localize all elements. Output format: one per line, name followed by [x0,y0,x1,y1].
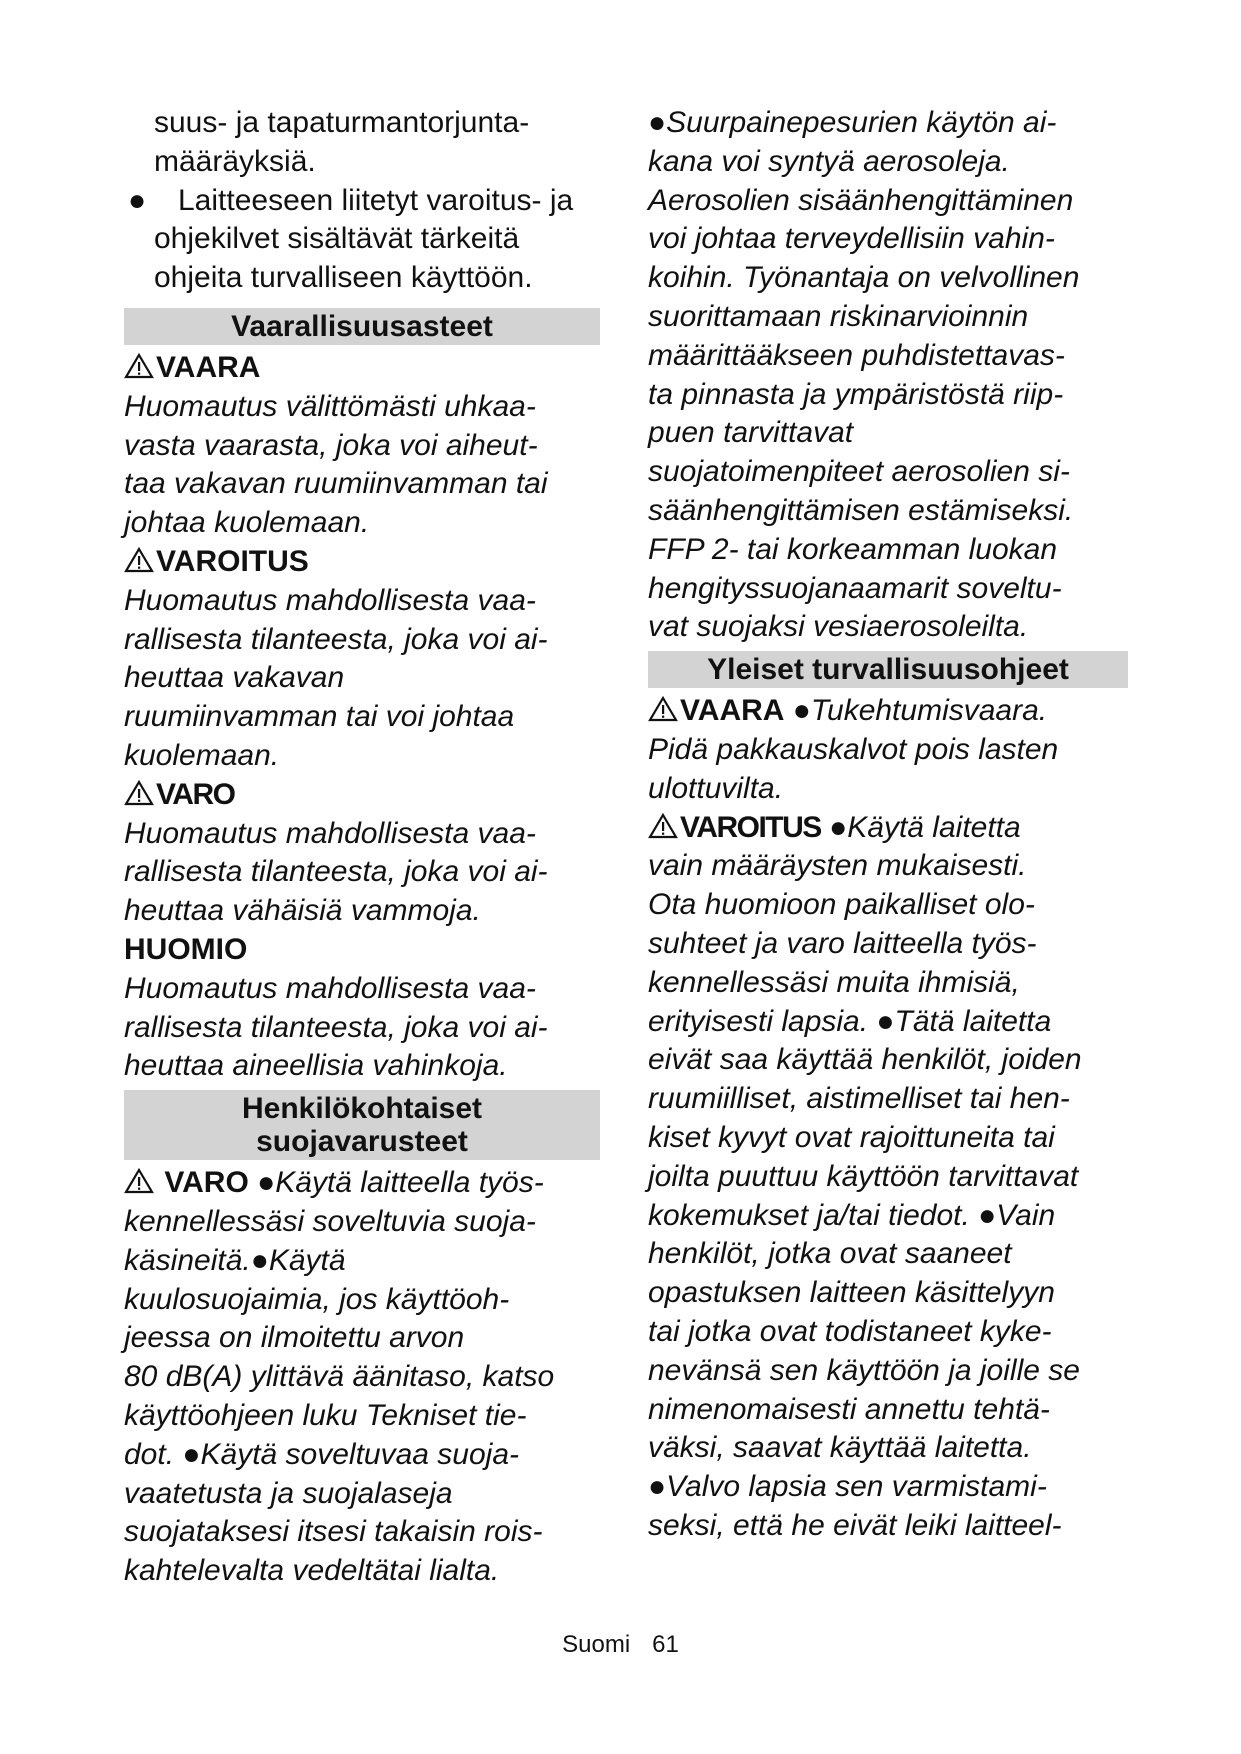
general-warning-text-line: kennellessäsi muita ihmisiä, [648,965,1020,999]
general-danger-first: ●Tukehtumisvaara. [784,694,1048,728]
danger-text-line: Huomautus välittömästi uhkaa- [124,389,536,423]
ppe-text-first: ●Käytä laitteella työs- [257,1166,544,1200]
general-danger-line [648,692,1128,731]
ppe-heading-line: suojavarusteet [256,1125,468,1159]
aerosol-text-line: puen tarvittavat [648,416,854,450]
notice-text-line: Huomautus mahdollisesta vaa- [124,971,536,1005]
ppe-heading-line: Henkilökohtaiset [241,1092,483,1126]
bullet-line: Laitteeseen liitetyt varoitus- ja [178,183,574,217]
caution-text-line: heuttaa vähäisiä vammoja. [124,894,481,928]
ppe-text-line: käyttöohjeen luku Tekniset tie- [124,1398,527,1432]
aerosol-text-line: ●Suurpainepesurien käytön ai- [648,106,1057,139]
general-warning-text-line: joilta puuttuu käyttöön tarvittavat [648,1159,1079,1193]
bullet-line: ohjeita turvalliseen käyttöön. [154,261,533,295]
aerosol-text-line: koihin. Työnantaja on velvollinen [648,261,1080,295]
aerosol-text-line: määrittääkseen puhdistettavas- [648,338,1065,372]
general-warning-text-line: kiset kyvyt ovat rajoittuneita tai [648,1120,1055,1154]
ppe-text-line: jeessa on ilmoitettu arvon [124,1321,465,1355]
section-heading-hazard-levels: Vaarallisuusasteet [124,308,600,345]
aerosol-text-line: säänhengittämisen estämiseksi. [648,493,1074,527]
warning-text-line: Huomautus mahdollisesta vaa- [124,583,536,617]
page-number: 61 [652,1631,679,1658]
general-warning-first: ●Käytä laitetta [820,810,1021,844]
general-warning-text-line: vain määräysten mukaisesti. [648,849,1027,883]
aerosol-text-line: ta pinnasta ja ympäristöstä riip- [648,377,1064,411]
aerosol-text-line: hengityssuojanaamarit soveltu- [648,571,1062,605]
intro-line: suus- ja tapaturmantorjunta- [154,106,530,139]
warning-triangle-icon [124,353,154,379]
bullet-dot-icon: ● [128,183,147,217]
intro-line: määräyksiä. [154,144,316,178]
danger-text-line: vasta vaarasta, joka voi aiheut- [124,428,538,462]
warning-triangle-icon [648,696,678,722]
ppe-text-line: dot. ●Käytä soveltuvaa suoja- [124,1437,520,1471]
caution-text-line: Huomautus mahdollisesta vaa- [124,816,536,850]
aerosol-text-line: voi johtaa terveydellisiin vahin- [648,222,1055,256]
general-warning-label: VAROITUS [680,810,821,844]
warning-text-line: heuttaa vakavan [124,661,345,695]
notice-text-line: heuttaa aineellisia vahinkoja. [124,1049,508,1083]
notice-label: HUOMIO [124,932,248,966]
ppe-text-line: suojataksesi itsesi takaisin rois- [124,1515,543,1549]
caution-text-line: rallisesta tilanteesta, joka voi ai- [124,855,548,889]
ppe-text-line: vaatetusta ja suojalaseja [124,1476,453,1510]
ppe-text-line: kennellessäsi soveltuvia suoja- [124,1204,536,1238]
warning-text-line: kuolemaan. [124,738,280,772]
general-warning-text-line: henkilöt, jotka ovat saaneet [648,1237,1012,1271]
ppe-text-line: kuulosuojaimia, jos käyttöoh- [124,1282,510,1316]
general-warning-text-line: väksi, saavat käyttää laitetta. [648,1431,1032,1465]
aerosol-text-line: Aerosolien sisäänhengittäminen [648,183,1074,217]
notice-text-line: rallisesta tilanteesta, joka voi ai- [124,1010,548,1044]
aerosol-text-line: vat suojaksi vesiaerosoleilta. [648,610,1029,644]
aerosol-text-line: kana voi syntyä aerosoleja. [648,144,1010,178]
bullet-line: ohjekilvet sisältävät tärkeitä [154,222,520,256]
general-warning-text-line: tai jotka ovat todistaneet kyke- [648,1314,1052,1348]
general-warning-text-line: Ota huomioon paikalliset olo- [648,888,1035,922]
ppe-caution-label: VARO [164,1166,249,1200]
page-footer [0,1630,1241,1660]
aerosol-text-line: suorittamaan riskinarvioinnin [648,299,1029,333]
bullet-item [124,182,600,298]
warning-text-line: ruumiinvamman tai voi johtaa [124,700,515,734]
danger-label-text: VAARA [156,350,261,384]
aerosol-text-line: suojatoimenpiteet aerosolien si- [648,455,1070,489]
general-warning-text-line: suhteet ja varo laitteella työs- [648,926,1037,960]
footer-language: Suomi [562,1631,631,1658]
general-warning-text-line: ruumiilliset, aistimelliset tai hen- [648,1082,1070,1116]
section-heading-general-safety: Yleiset turvallisuusohjeet [648,651,1128,688]
general-warning-text-line: eivät saa käyttää henkilöt, joiden [648,1043,1082,1077]
aerosol-text-line: FFP 2- tai korkeamman luokan [648,532,1058,566]
general-warning-text-line: kokemukset ja/tai tiedot. ●Vain [648,1198,1056,1232]
ppe-caution-line [124,1164,600,1203]
warning-text-line: rallisesta tilanteesta, joka voi ai- [124,622,548,656]
general-warning-text-line: nevänsä sen käyttöön ja joille se [648,1353,1080,1387]
right-column [648,104,1128,1546]
general-warning-text-line: seksi, että he eivät leiki laitteel- [648,1508,1062,1542]
ppe-text-line: kahtelevalta vedeltätai lialta. [124,1554,500,1588]
ppe-text-line: 80 dB(A) ylittävä äänitaso, katso [124,1360,555,1394]
warning-triangle-icon [124,780,154,806]
general-danger-text-line: ulottuvilta. [648,771,784,805]
general-warning-text-line: opastuksen laitteen käsittelyyn [648,1276,1055,1310]
general-warning-text-line: erityisesti lapsia. ●Tätä laitetta [648,1004,1052,1038]
warning-label-text: VAROITUS [156,544,309,578]
danger-label [124,349,600,388]
danger-text-line: taa vakavan ruumiinvamman tai [124,467,548,501]
caution-label [124,776,600,815]
general-warning-text-line: nimenomaisesti annettu tehtä- [648,1392,1050,1426]
warning-triangle-icon [648,813,678,839]
left-column [124,104,600,1591]
section-heading-ppe [124,1090,600,1160]
ppe-text-line: käsineitä.●Käytä [124,1243,346,1277]
general-warning-text-line: ●Valvo lapsia sen varmistami- [648,1470,1047,1504]
warning-label [124,543,600,582]
general-danger-text-line: Pidä pakkauskalvot pois lasten [648,732,1059,766]
danger-text-line: johtaa kuolemaan. [124,506,370,540]
warning-triangle-icon [124,1168,154,1194]
warning-triangle-icon [124,547,154,573]
caution-label-text: VARO [156,777,235,811]
general-warning-line [648,809,1128,848]
general-danger-label: VAARA [680,694,785,728]
